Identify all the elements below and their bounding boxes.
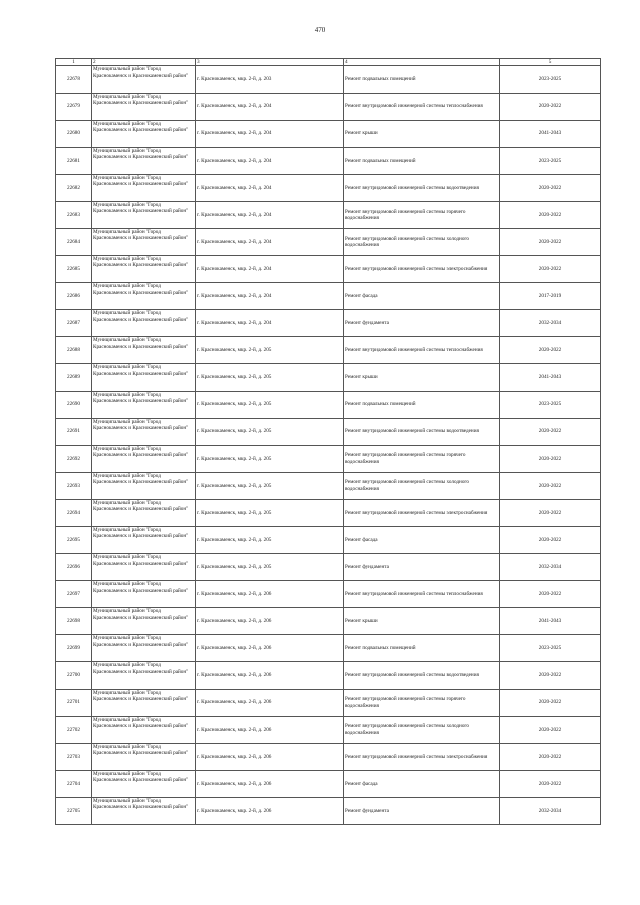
table-row: [56, 66, 601, 93]
work-type-cell: Ремонт внутридомовой инженерной системы водоотведения: [344, 418, 500, 445]
work-type-cell: Ремонт подвальных помещений: [344, 66, 500, 93]
column-header: 1: [56, 59, 92, 66]
table-row: [56, 256, 601, 283]
row-number-cell: 22686: [56, 283, 92, 310]
municipality-cell: Муниципальный район "Город Краснокаменск и Краснокаменский район": [92, 256, 196, 283]
municipality-cell: Муниципальный район "Город Краснокаменск и Краснокаменский район": [92, 499, 196, 526]
work-type-cell: Ремонт крыши: [344, 120, 500, 147]
municipality-cell: Муниципальный район "Город Краснокаменск и Краснокаменский район": [92, 527, 196, 554]
work-type-cell: Ремонт фасада: [344, 770, 500, 797]
period-cell: 2020-2022: [500, 581, 601, 608]
address-cell: г. Краснокаменск, мкр. 2-й, д. 204: [196, 228, 344, 255]
table-header-row: [56, 59, 601, 66]
table-row: [56, 310, 601, 337]
address-cell: г. Краснокаменск, мкр. 2-й, д. 204: [196, 283, 344, 310]
row-number-cell: 22695: [56, 527, 92, 554]
row-number-cell: 22705: [56, 797, 92, 824]
period-cell: 2020-2022: [500, 689, 601, 716]
period-cell: 2020-2022: [500, 662, 601, 689]
work-type-cell: Ремонт внутридомовой инженерной системы водоотведения: [344, 174, 500, 201]
table-row: [56, 337, 601, 364]
row-number-cell: 22697: [56, 581, 92, 608]
work-type-cell: Ремонт внутридомовой инженерной системы теплоснабжения: [344, 337, 500, 364]
period-cell: 2020-2022: [500, 499, 601, 526]
address-cell: г. Краснокаменск, мкр. 2-й, д. 204: [196, 147, 344, 174]
row-number-cell: 22693: [56, 472, 92, 499]
municipality-cell: Муниципальный район "Город Краснокаменск и Краснокаменский район": [92, 66, 196, 93]
period-cell: 2023-2025: [500, 66, 601, 93]
row-number-cell: 22684: [56, 228, 92, 255]
municipality-cell: Муниципальный район "Город Краснокаменск и Краснокаменский район": [92, 635, 196, 662]
address-cell: г. Краснокаменск, мкр. 2-й, д. 206: [196, 743, 344, 770]
period-cell: 2020-2022: [500, 418, 601, 445]
row-number-cell: 22685: [56, 256, 92, 283]
address-cell: г. Краснокаменск, мкр. 2-й, д. 206: [196, 662, 344, 689]
row-number-cell: 22699: [56, 635, 92, 662]
table-row: [56, 554, 601, 581]
period-cell: 2032-2034: [500, 554, 601, 581]
table-row: [56, 581, 601, 608]
table-row: [56, 283, 601, 310]
row-number-cell: 22703: [56, 743, 92, 770]
municipality-cell: Муниципальный район "Город Краснокаменск и Краснокаменский район": [92, 228, 196, 255]
municipality-cell: Муниципальный район "Город Краснокаменск и Краснокаменский район": [92, 391, 196, 418]
period-cell: 2020-2022: [500, 716, 601, 743]
table-row: [56, 770, 601, 797]
period-cell: 2023-2025: [500, 635, 601, 662]
municipality-cell: Муниципальный район "Город Краснокаменск и Краснокаменский район": [92, 310, 196, 337]
period-cell: 2020-2022: [500, 201, 601, 228]
table-row: [56, 472, 601, 499]
municipality-cell: Муниципальный район "Город Краснокаменск и Краснокаменский район": [92, 337, 196, 364]
column-header: 4: [344, 59, 500, 66]
address-cell: г. Краснокаменск, мкр. 2-й, д. 205: [196, 364, 344, 391]
row-number-cell: 22689: [56, 364, 92, 391]
address-cell: г. Краснокаменск, мкр. 2-й, д. 206: [196, 581, 344, 608]
table-row: [56, 120, 601, 147]
row-number-cell: 22687: [56, 310, 92, 337]
period-cell: 2032-2034: [500, 310, 601, 337]
table-row: [56, 797, 601, 824]
table-row: [56, 228, 601, 255]
address-cell: г. Краснокаменск, мкр. 2-й, д. 204: [196, 93, 344, 120]
address-cell: г. Краснокаменск, мкр. 2-й, д. 203: [196, 66, 344, 93]
period-cell: 2017-2019: [500, 283, 601, 310]
row-number-cell: 22678: [56, 66, 92, 93]
municipality-cell: Муниципальный район "Город Краснокаменск и Краснокаменский район": [92, 743, 196, 770]
column-header: 5: [500, 59, 601, 66]
municipality-cell: Муниципальный район "Город Краснокаменск и Краснокаменский район": [92, 445, 196, 472]
row-number-cell: 22688: [56, 337, 92, 364]
table-row: [56, 364, 601, 391]
address-cell: г. Краснокаменск, мкр. 2-й, д. 205: [196, 527, 344, 554]
period-cell: 2041-2043: [500, 120, 601, 147]
row-number-cell: 22696: [56, 554, 92, 581]
address-cell: г. Краснокаменск, мкр. 2-й, д. 205: [196, 391, 344, 418]
table-row: [56, 201, 601, 228]
municipality-cell: Муниципальный район "Город Краснокаменск и Краснокаменский район": [92, 93, 196, 120]
period-cell: 2041-2043: [500, 364, 601, 391]
table-body: [56, 66, 601, 825]
municipality-cell: Муниципальный район "Город Краснокаменск и Краснокаменский район": [92, 418, 196, 445]
municipality-cell: Муниципальный район "Город Краснокаменск и Краснокаменский район": [92, 120, 196, 147]
work-type-cell: Ремонт фасада: [344, 283, 500, 310]
address-cell: г. Краснокаменск, мкр. 2-й, д. 204: [196, 201, 344, 228]
work-type-cell: Ремонт внутридомовой инженерной системы теплоснабжения: [344, 581, 500, 608]
municipality-cell: Муниципальный район "Город Краснокаменск и Краснокаменский район": [92, 554, 196, 581]
work-type-cell: Ремонт крыши: [344, 364, 500, 391]
address-cell: г. Краснокаменск, мкр. 2-й, д. 205: [196, 472, 344, 499]
row-number-cell: 22704: [56, 770, 92, 797]
work-type-cell: Ремонт внутридомовой инженерной системы теплоснабжения: [344, 93, 500, 120]
row-number-cell: 22694: [56, 499, 92, 526]
period-cell: 2020-2022: [500, 256, 601, 283]
municipality-cell: Муниципальный район "Город Краснокаменск и Краснокаменский район": [92, 364, 196, 391]
row-number-cell: 22690: [56, 391, 92, 418]
municipality-cell: Муниципальный район "Город Краснокаменск и Краснокаменский район": [92, 662, 196, 689]
period-cell: 2020-2022: [500, 93, 601, 120]
address-cell: г. Краснокаменск, мкр. 2-й, д. 206: [196, 797, 344, 824]
municipality-cell: Муниципальный район "Город Краснокаменск и Краснокаменский район": [92, 581, 196, 608]
work-type-cell: Ремонт крыши: [344, 608, 500, 635]
work-type-cell: Ремонт подвальных помещений: [344, 147, 500, 174]
row-number-cell: 22701: [56, 689, 92, 716]
work-type-cell: Ремонт фундамента: [344, 310, 500, 337]
address-cell: г. Краснокаменск, мкр. 2-й, д. 206: [196, 608, 344, 635]
period-cell: 2020-2022: [500, 228, 601, 255]
municipality-cell: Муниципальный район "Город Краснокаменск и Краснокаменский район": [92, 797, 196, 824]
municipality-cell: Муниципальный район "Город Краснокаменск и Краснокаменский район": [92, 770, 196, 797]
municipality-cell: Муниципальный район "Город Краснокаменск и Краснокаменский район": [92, 174, 196, 201]
work-type-cell: Ремонт внутридомовой инженерной системы электроснабжения: [344, 499, 500, 526]
municipality-cell: Муниципальный район "Город Краснокаменск и Краснокаменский район": [92, 472, 196, 499]
work-type-cell: Ремонт внутридомовой инженерной системы холодного водоснабжения: [344, 716, 500, 743]
period-cell: 2020-2022: [500, 337, 601, 364]
work-type-cell: Ремонт внутридомовой инженерной системы горячего водоснабжения: [344, 445, 500, 472]
period-cell: 2020-2022: [500, 743, 601, 770]
row-number-cell: 22698: [56, 608, 92, 635]
row-number-cell: 22680: [56, 120, 92, 147]
municipality-cell: Муниципальный район "Город Краснокаменск и Краснокаменский район": [92, 608, 196, 635]
row-number-cell: 22681: [56, 147, 92, 174]
table-row: [56, 662, 601, 689]
row-number-cell: 22691: [56, 418, 92, 445]
work-type-cell: Ремонт внутридомовой инженерной системы горячего водоснабжения: [344, 689, 500, 716]
table-row: [56, 743, 601, 770]
address-cell: г. Краснокаменск, мкр. 2-й, д. 206: [196, 689, 344, 716]
period-cell: 2020-2022: [500, 445, 601, 472]
work-type-cell: Ремонт подвальных помещений: [344, 391, 500, 418]
address-cell: г. Краснокаменск, мкр. 2-й, д. 205: [196, 418, 344, 445]
table-row: [56, 527, 601, 554]
work-type-cell: Ремонт внутридомовой инженерной системы горячего водоснабжения: [344, 201, 500, 228]
municipality-cell: Муниципальный район "Город Краснокаменск и Краснокаменский район": [92, 147, 196, 174]
table-row: [56, 445, 601, 472]
period-cell: 2041-2043: [500, 608, 601, 635]
work-type-cell: Ремонт фасада: [344, 527, 500, 554]
row-number-cell: 22702: [56, 716, 92, 743]
row-number-cell: 22692: [56, 445, 92, 472]
address-cell: г. Краснокаменск, мкр. 2-й, д. 204: [196, 120, 344, 147]
municipality-cell: Муниципальный район "Город Краснокаменск и Краснокаменский район": [92, 283, 196, 310]
period-cell: 2023-2025: [500, 147, 601, 174]
address-cell: г. Краснокаменск, мкр. 2-й, д. 206: [196, 770, 344, 797]
period-cell: 2020-2022: [500, 770, 601, 797]
address-cell: г. Краснокаменск, мкр. 2-й, д. 205: [196, 337, 344, 364]
work-type-cell: Ремонт внутридомовой инженерной системы электроснабжения: [344, 743, 500, 770]
address-cell: г. Краснокаменск, мкр. 2-й, д. 204: [196, 310, 344, 337]
period-cell: 2032-2034: [500, 797, 601, 824]
municipality-cell: Муниципальный район "Город Краснокаменск и Краснокаменский район": [92, 716, 196, 743]
table-row: [56, 499, 601, 526]
table-row: [56, 689, 601, 716]
work-type-cell: Ремонт подвальных помещений: [344, 635, 500, 662]
table-row: [56, 147, 601, 174]
work-type-cell: Ремонт фундамента: [344, 797, 500, 824]
period-cell: 2023-2025: [500, 391, 601, 418]
row-number-cell: 22700: [56, 662, 92, 689]
column-header: 2: [92, 59, 196, 66]
period-cell: 2020-2022: [500, 174, 601, 201]
address-cell: г. Краснокаменск, мкр. 2-й, д. 205: [196, 554, 344, 581]
work-type-cell: Ремонт внутридомовой инженерной системы холодного водоснабжения: [344, 228, 500, 255]
table-row: [56, 93, 601, 120]
address-cell: г. Краснокаменск, мкр. 2-й, д. 206: [196, 635, 344, 662]
table-row: [56, 716, 601, 743]
period-cell: 2020-2022: [500, 527, 601, 554]
work-type-cell: Ремонт внутридомовой инженерной системы электроснабжения: [344, 256, 500, 283]
address-cell: г. Краснокаменск, мкр. 2-й, д. 205: [196, 445, 344, 472]
page-number: 470: [314, 26, 326, 34]
capital-repair-table: [55, 58, 601, 825]
period-cell: 2020-2022: [500, 472, 601, 499]
address-cell: г. Краснокаменск, мкр. 2-й, д. 204: [196, 174, 344, 201]
table-row: [56, 174, 601, 201]
address-cell: г. Краснокаменск, мкр. 2-й, д. 204: [196, 256, 344, 283]
row-number-cell: 22683: [56, 201, 92, 228]
municipality-cell: Муниципальный район "Город Краснокаменск и Краснокаменский район": [92, 201, 196, 228]
table-row: [56, 608, 601, 635]
table-row: [56, 418, 601, 445]
row-number-cell: 22679: [56, 93, 92, 120]
work-type-cell: Ремонт фундамента: [344, 554, 500, 581]
address-cell: г. Краснокаменск, мкр. 2-й, д. 205: [196, 499, 344, 526]
table-row: [56, 391, 601, 418]
work-type-cell: Ремонт внутридомовой инженерной системы водоотведения: [344, 662, 500, 689]
municipality-cell: Муниципальный район "Город Краснокаменск и Краснокаменский район": [92, 689, 196, 716]
table-row: [56, 635, 601, 662]
row-number-cell: 22682: [56, 174, 92, 201]
work-type-cell: Ремонт внутридомовой инженерной системы холодного водоснабжения: [344, 472, 500, 499]
column-header: 3: [196, 59, 344, 66]
address-cell: г. Краснокаменск, мкр. 2-й, д. 206: [196, 716, 344, 743]
